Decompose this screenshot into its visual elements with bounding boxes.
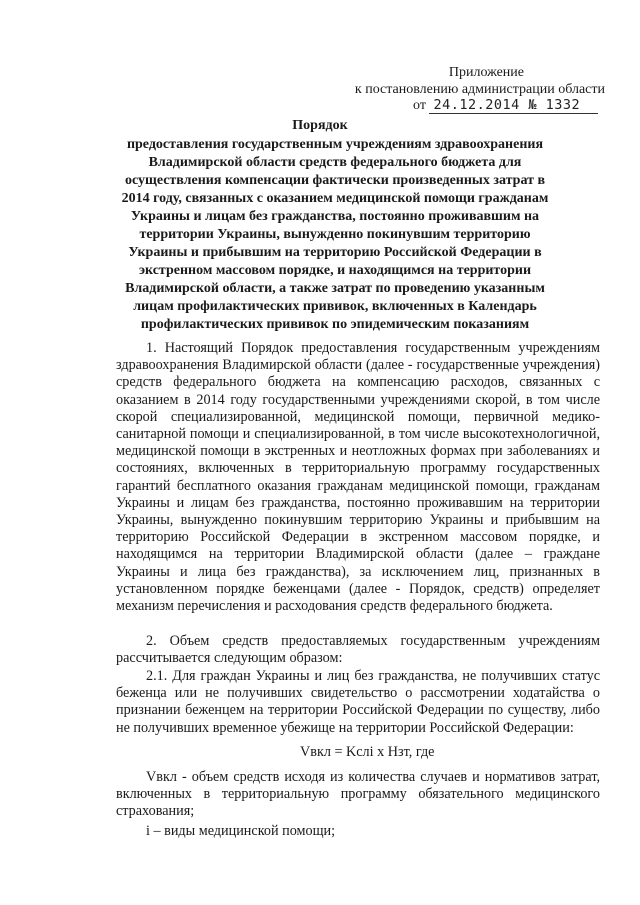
paragraph-2-1: 2.1. Для граждан Украины и лиц без гражданства, не получивших статус беженца или не получивших свидетельство о рассмотрении ходатайства о признании беженцем на территории Российской Федерации по существу, либо не получивших временное убежище на территории Российской Федерации: (116, 668, 600, 736)
resolution-date-line (413, 97, 598, 114)
definition-vvkl: Vвкл - объем средств исходя из количества случаев и нормативов затрат, включенных в территориальную программу обязательного медицинского страхования; (116, 769, 600, 820)
appendix-label: Приложение (448, 65, 524, 80)
document-subtitle: предоставления государственным учреждениям здравоохранения Владимирской области средств федерального бюджета для осуществления компенсации фактически произведенных затрат в 2014 году, связанных с оказанием медицинской помощи гражданам Украины и лицам без гражданства, постоянно проживавшим на территории Украины, вынужденно покинувшим территорию Украины и прибывшим на территорию Российской Федерации в экстренном массовом порядке, и находящимся на территории Владимирской области, а также затрат по проведению указанным лицам профилактических прививок, включенных в Календарь профилактических прививок по эпидемическим показаниям (121, 137, 549, 332)
resolution-reference: к постановлению администрации области (354, 82, 605, 97)
resolution-date: 24.12.2014 № 1332 (429, 97, 598, 114)
definition-i: i – виды медицинской помощи; (146, 823, 336, 839)
formula: Vвкл = Kслi x Hзт, где (300, 744, 435, 760)
paragraph-1: 1. Настоящий Порядок предоставления государственным учреждениям здравоохранения Владимирской области (далее - государственные учреждения) средств федерального бюджета на компенсацию расходов, связанных с оказанием в 2014 году государственными учреждениями скорой, в том числе скорой специализированной, медицинской помощи, первичной медико-санитарной помощи и специализированной, в том числе высокотехнологичной, медицинской помощи в экстренных и неотложных формах при заболеваниях и состояниях, включенных в территориальную программу государственных гарантий бесплатного оказания гражданам медицинской помощи, гражданам Украины и лицам без гражданства, постоянно проживавшим на территории Украины, вынужденно покинувшим территорию Украины и прибывшим на территорию Российской Федерации в экстренном массовом порядке, и находящимся на территории Владимирской области (далее – граждане Украины и лица без гражданства), за исключением лиц, признанных в установленном порядке беженцами (далее - Порядок, средств) определяет механизм перечисления и расходования средств федерального бюджета. (116, 340, 600, 615)
paragraph-2: 2. Объем средств предоставляемых государственным учреждениям рассчитывается следующим образом: (116, 633, 600, 667)
document-title: Порядок (292, 118, 348, 133)
from-label: от (413, 98, 426, 113)
